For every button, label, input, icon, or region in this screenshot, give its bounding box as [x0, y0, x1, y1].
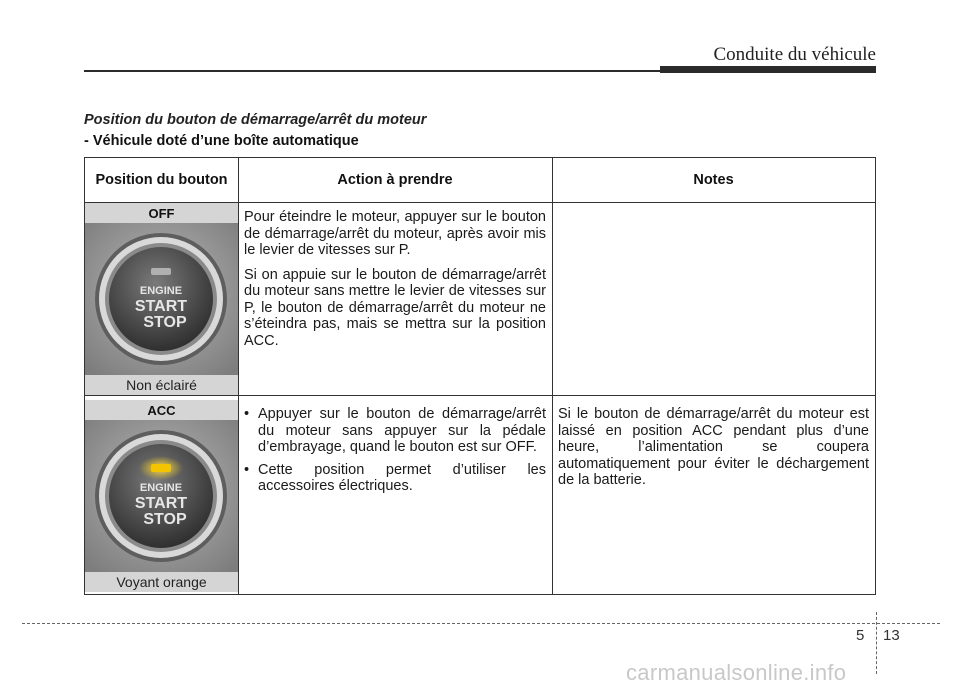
button-caption: Voyant orange — [85, 572, 238, 592]
watermark: carmanualsonline.info — [626, 660, 847, 685]
column-divider — [238, 158, 239, 594]
row-divider — [85, 395, 875, 396]
button-position-table — [84, 157, 876, 595]
start-stop-button-icon — [85, 223, 238, 375]
header-rule-accent — [660, 66, 876, 73]
button-stop-text: STOP — [143, 511, 187, 528]
chapter-number: 5 — [856, 627, 865, 644]
page-number: 13 — [883, 627, 900, 644]
button-engine-text: ENGINE — [139, 482, 183, 494]
column-header-position: Position du bouton — [85, 158, 238, 203]
button-stop-text: STOP — [143, 314, 187, 331]
column-header-action: Action à prendre — [238, 158, 552, 203]
action-bullet: • Cette position permet d’utiliser les accessoires électriques. — [244, 462, 546, 495]
footer-divider — [22, 623, 940, 624]
section-subtitle: - Véhicule doté d’une boîte automatique — [84, 133, 359, 149]
action-cell — [244, 209, 546, 357]
section-title: Position du bouton de démarrage/arrêt du moteur — [84, 112, 427, 128]
button-engine-text: ENGINE — [139, 285, 183, 297]
button-caption: Non éclairé — [85, 375, 238, 395]
action-cell — [244, 406, 546, 501]
position-label: ACC — [85, 400, 238, 420]
notes-cell: Si le bouton de démarrage/arrêt du moteur est laissé en position ACC pendant plus d’une heure, l’alimentation se coupera automatiquement pour éviter le déchargement de la batterie. — [558, 406, 869, 488]
indicator-light — [151, 268, 171, 275]
column-divider — [552, 158, 553, 594]
header-rule — [84, 70, 744, 72]
column-header-notes: Notes — [552, 158, 875, 203]
start-stop-button-image — [85, 223, 238, 375]
button-start-text: START — [134, 298, 188, 315]
action-bullet-list — [244, 406, 546, 495]
indicator-light — [151, 464, 171, 472]
header-title: Conduite du véhicule — [713, 44, 876, 65]
action-paragraph: Pour éteindre le moteur, appuyer sur le bouton de démarrage/arrêt du moteur, après avoir mis le levier de vitesses sur P. — [244, 209, 546, 258]
position-label: OFF — [85, 203, 238, 223]
action-paragraph: Si on appuie sur le bouton de démarrage/arrêt du moteur sans mettre le levier de vitesses sur P, le bouton de démarrage/arrêt du moteur ne s’éteindra pas, mais se mettra sur la position ACC. — [244, 266, 546, 349]
button-start-text: START — [134, 495, 188, 512]
start-stop-button-image — [85, 420, 238, 572]
start-stop-button-icon — [85, 420, 238, 572]
action-bullet: • Appuyer sur le bouton de démarrage/arrêt du moteur sans appuyer sur la pédale d’embrayage, quand le bouton est sur OFF. — [244, 406, 546, 456]
footer-page-divider — [876, 612, 877, 674]
